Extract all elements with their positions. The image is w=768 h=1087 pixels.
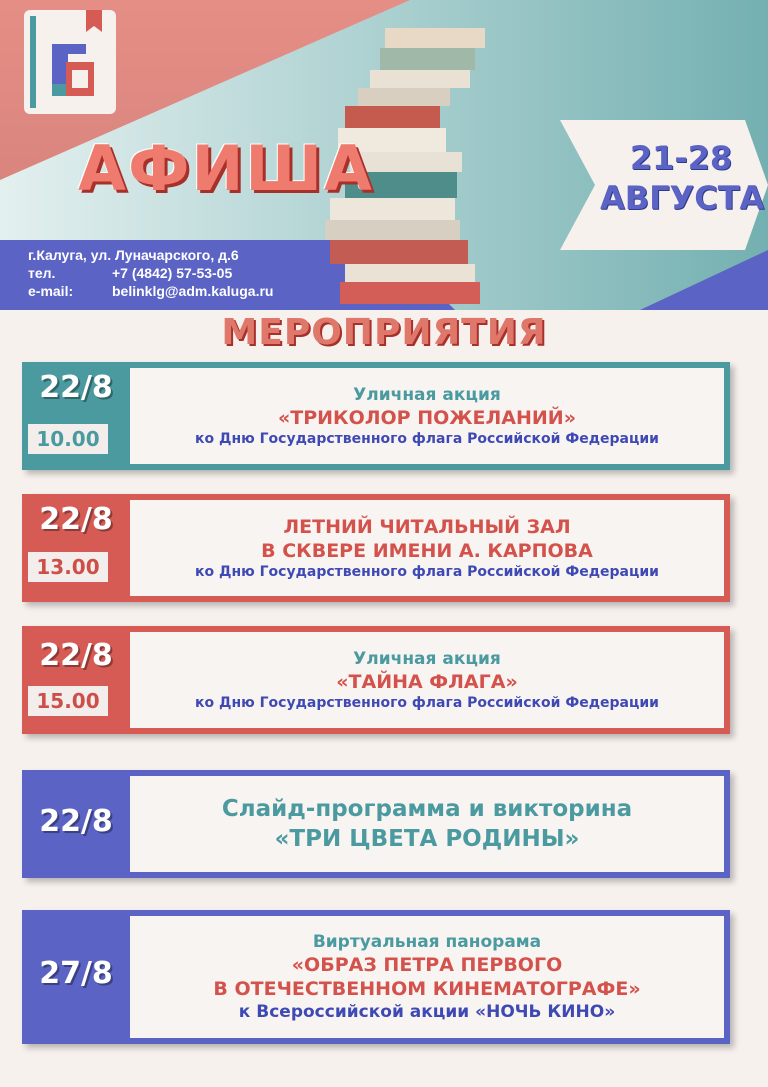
date-range-month: АВГУСТА: [600, 179, 765, 217]
event-title: «ОБРАЗ ПЕТРА ПЕРВОГО: [291, 954, 563, 976]
event-description: [130, 632, 724, 728]
email-address: belinklg@adm.kaluga.ru: [112, 283, 274, 299]
phone-label: тел.: [28, 265, 56, 281]
date-range-days: 21-28: [629, 139, 733, 177]
event-title-line2: В СКВЕРЕ ИМЕНИ А. КАРПОВА: [261, 540, 593, 562]
event-card: [22, 910, 730, 1044]
event-date: 22/8: [39, 502, 113, 537]
header-banner: [0, 0, 768, 310]
event-time: 15.00: [28, 686, 108, 716]
event-description: [130, 368, 724, 464]
event-card: [22, 362, 730, 470]
event-card: [22, 770, 730, 878]
event-occasion: ко Дню Государственного флага Российской Федерации: [195, 431, 659, 447]
event-title: «ТРИ ЦВЕТА РОДИНЫ»: [274, 826, 580, 852]
library-logo: [24, 10, 116, 114]
email-row: [28, 282, 273, 300]
event-description: [130, 916, 724, 1038]
phone-number: +7 (4842) 57-53-05: [112, 265, 233, 281]
email-label: e-mail:: [28, 283, 74, 299]
phone-row: [28, 264, 273, 282]
poster-title: АФИША: [78, 132, 374, 205]
event-title-line2: В ОТЕЧЕСТВЕННОМ КИНЕМАТОГРАФЕ»: [213, 978, 641, 1000]
event-card: [22, 494, 730, 602]
section-title: МЕРОПРИЯТИЯ: [221, 312, 547, 353]
event-type: Виртуальная панорама: [312, 932, 542, 952]
event-date: 22/8: [39, 638, 113, 673]
address-text: г.Калуга, ул. Луначарского, д.6: [28, 247, 239, 263]
event-type: Уличная акция: [353, 649, 501, 669]
contact-info: [28, 246, 273, 300]
event-type: Слайд-программа и викторина: [221, 796, 633, 822]
event-title: «ТАЙНА ФЛАГА»: [336, 671, 518, 693]
event-title: «ТРИКОЛОР ПОЖЕЛАНИЙ»: [278, 407, 576, 429]
date-range: [600, 138, 765, 218]
event-card: [22, 626, 730, 734]
event-time: 13.00: [28, 552, 108, 582]
event-date: 22/8: [39, 370, 113, 405]
event-description: [130, 776, 724, 872]
event-title: ЛЕТНИЙ ЧИТАЛЬНЫЙ ЗАЛ: [283, 516, 571, 538]
event-occasion: к Всероссийской акции «НОЧЬ КИНО»: [238, 1002, 616, 1022]
event-occasion: ко Дню Государственного флага Российской Федерации: [195, 564, 659, 580]
event-description: [130, 500, 724, 596]
event-type: Уличная акция: [353, 385, 501, 405]
event-date: 22/8: [39, 804, 113, 839]
event-time: 10.00: [28, 424, 108, 454]
event-date: 27/8: [39, 956, 113, 991]
event-occasion: ко Дню Государственного флага Российской Федерации: [195, 695, 659, 711]
